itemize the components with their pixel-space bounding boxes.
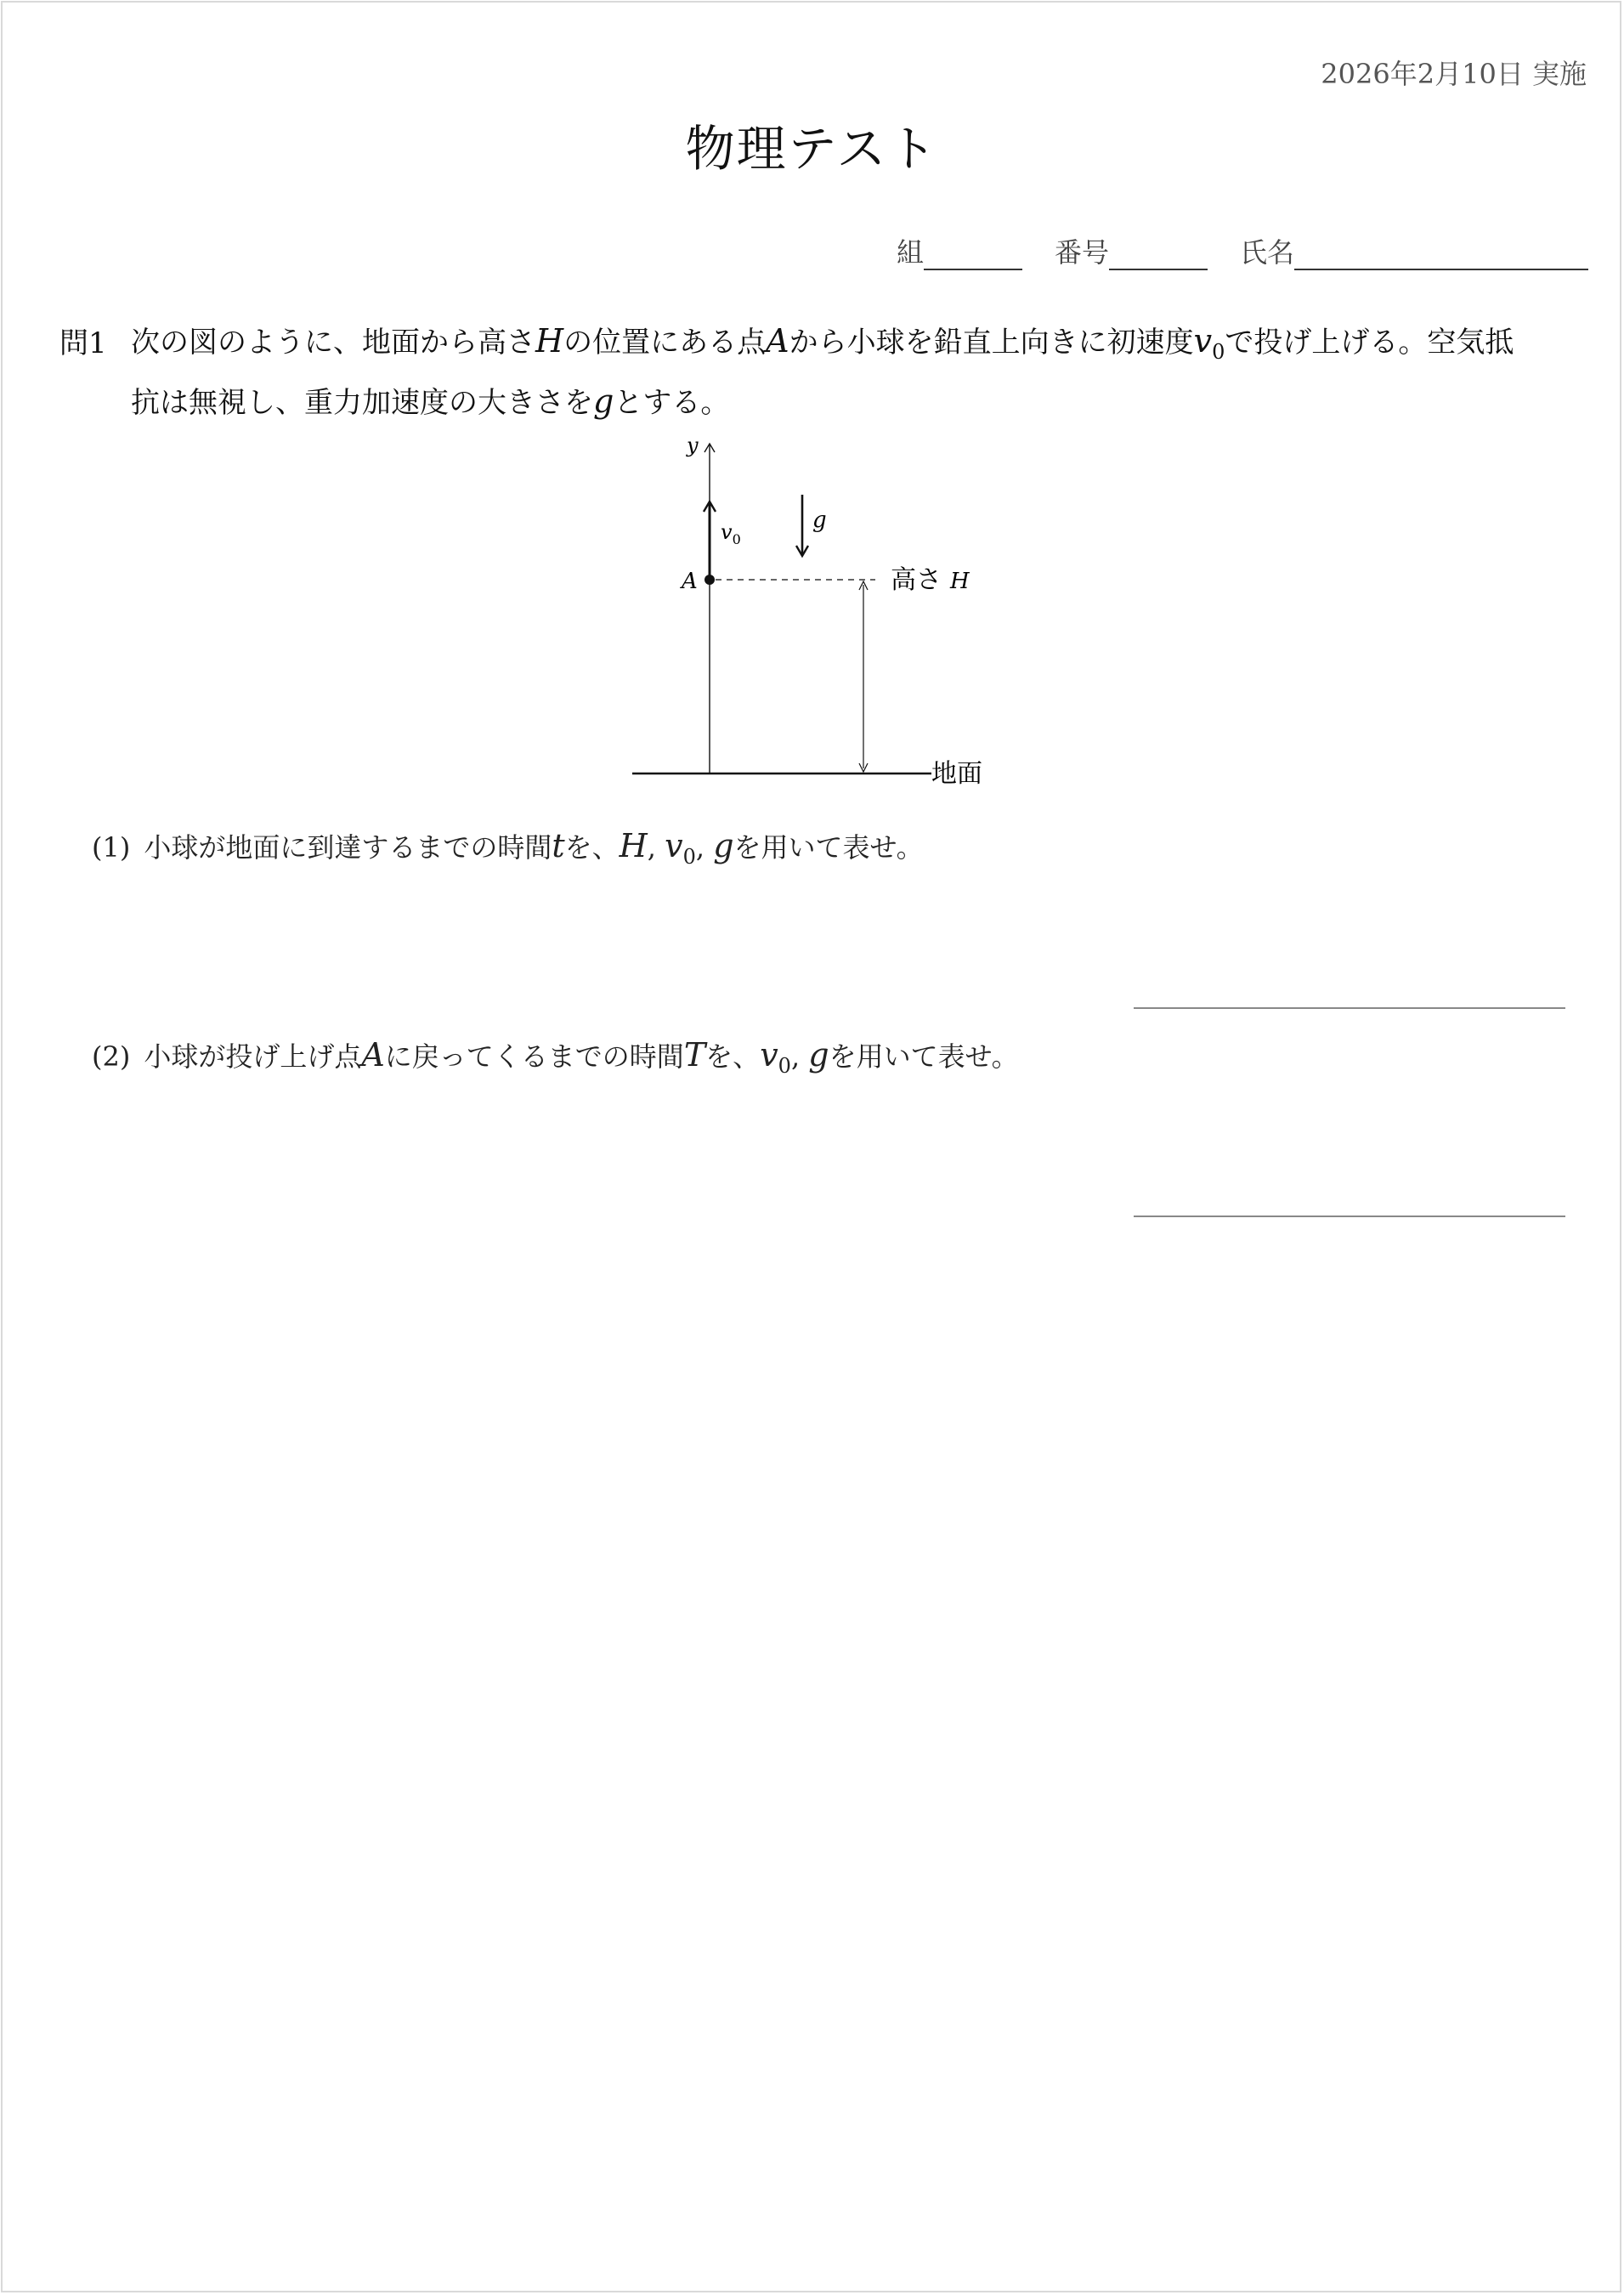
question-text-part: の位置にある点 [563,326,767,360]
question-text-part: とする。 [614,386,730,420]
math-var: H [619,827,648,864]
subquestion-text-part: を用いて表せ。 [733,831,924,864]
answer-line-2[interactable] [1134,1216,1565,1217]
math-var: H [535,322,564,360]
subquestion-text-part: を用いて表せ。 [829,1040,1019,1073]
question-text-part: 次の図のように、地面から高さ [131,326,535,360]
height-label-var: H [950,569,970,594]
ground-label: 地面 [931,759,982,789]
subquestion-text-part: 小球が投げ上げ点 [144,1040,362,1073]
height-label-text: 高さ [891,565,942,595]
math-subscript: 0 [778,1054,791,1078]
question-text [131,316,1542,428]
point-a-label: A [682,569,698,594]
height-label [891,565,970,595]
math-var: v [1193,322,1213,360]
answer-line-1[interactable] [1134,1007,1565,1009]
number-label: 番号 [1054,236,1109,269]
velocity-label [721,520,741,547]
subquestion-text-part: 小球が地面に到達するまでの時間 [144,831,552,864]
math-subscript: 0 [682,845,696,869]
subquestion-text-part: に戻ってくるまでの時間 [384,1040,684,1073]
page-title: 物理テスト [685,120,939,178]
question-text-part: で投げ上げる。空気抵抗は無視し、重力加速度の大きさを [131,326,1514,420]
subquestion-1 [92,826,924,869]
subquestion-number: (1) [92,831,131,864]
velocity-subscript: 0 [732,531,741,547]
question-number: 問1 [59,326,107,360]
student-info-row [864,228,1588,270]
subquestion-text-part: を、 [564,831,620,864]
separator: , [790,1040,809,1073]
separator: , [695,831,714,864]
name-blank[interactable] [1294,228,1588,270]
math-var: g [808,1036,829,1074]
velocity-var: v [721,520,733,544]
math-var: v [665,827,683,864]
math-var: A [766,322,789,360]
question-text-part: から小球を鉛直上向きに初速度 [789,326,1194,360]
math-var: g [713,827,734,864]
subquestion-number: (2) [92,1040,131,1073]
math-var: g [593,382,614,420]
separator: , [647,831,665,864]
math-subscript: 0 [1212,340,1225,364]
class-label: 組 [896,236,924,269]
exam-date: 2026年2月10日 実施 [1321,58,1587,90]
motion-diagram [620,425,994,799]
point-a-dot [704,575,715,585]
subquestion-2 [92,1035,1019,1078]
gravity-label: g [812,507,827,533]
math-var: A [361,1036,385,1074]
class-blank[interactable] [924,228,1022,270]
name-label: 氏名 [1239,236,1294,269]
math-var: t [552,827,565,864]
math-var: v [760,1036,778,1074]
subquestion-text-part: を、 [705,1040,761,1073]
number-blank[interactable] [1109,228,1208,270]
y-axis-label: y [687,434,699,457]
math-var: T [683,1036,706,1074]
